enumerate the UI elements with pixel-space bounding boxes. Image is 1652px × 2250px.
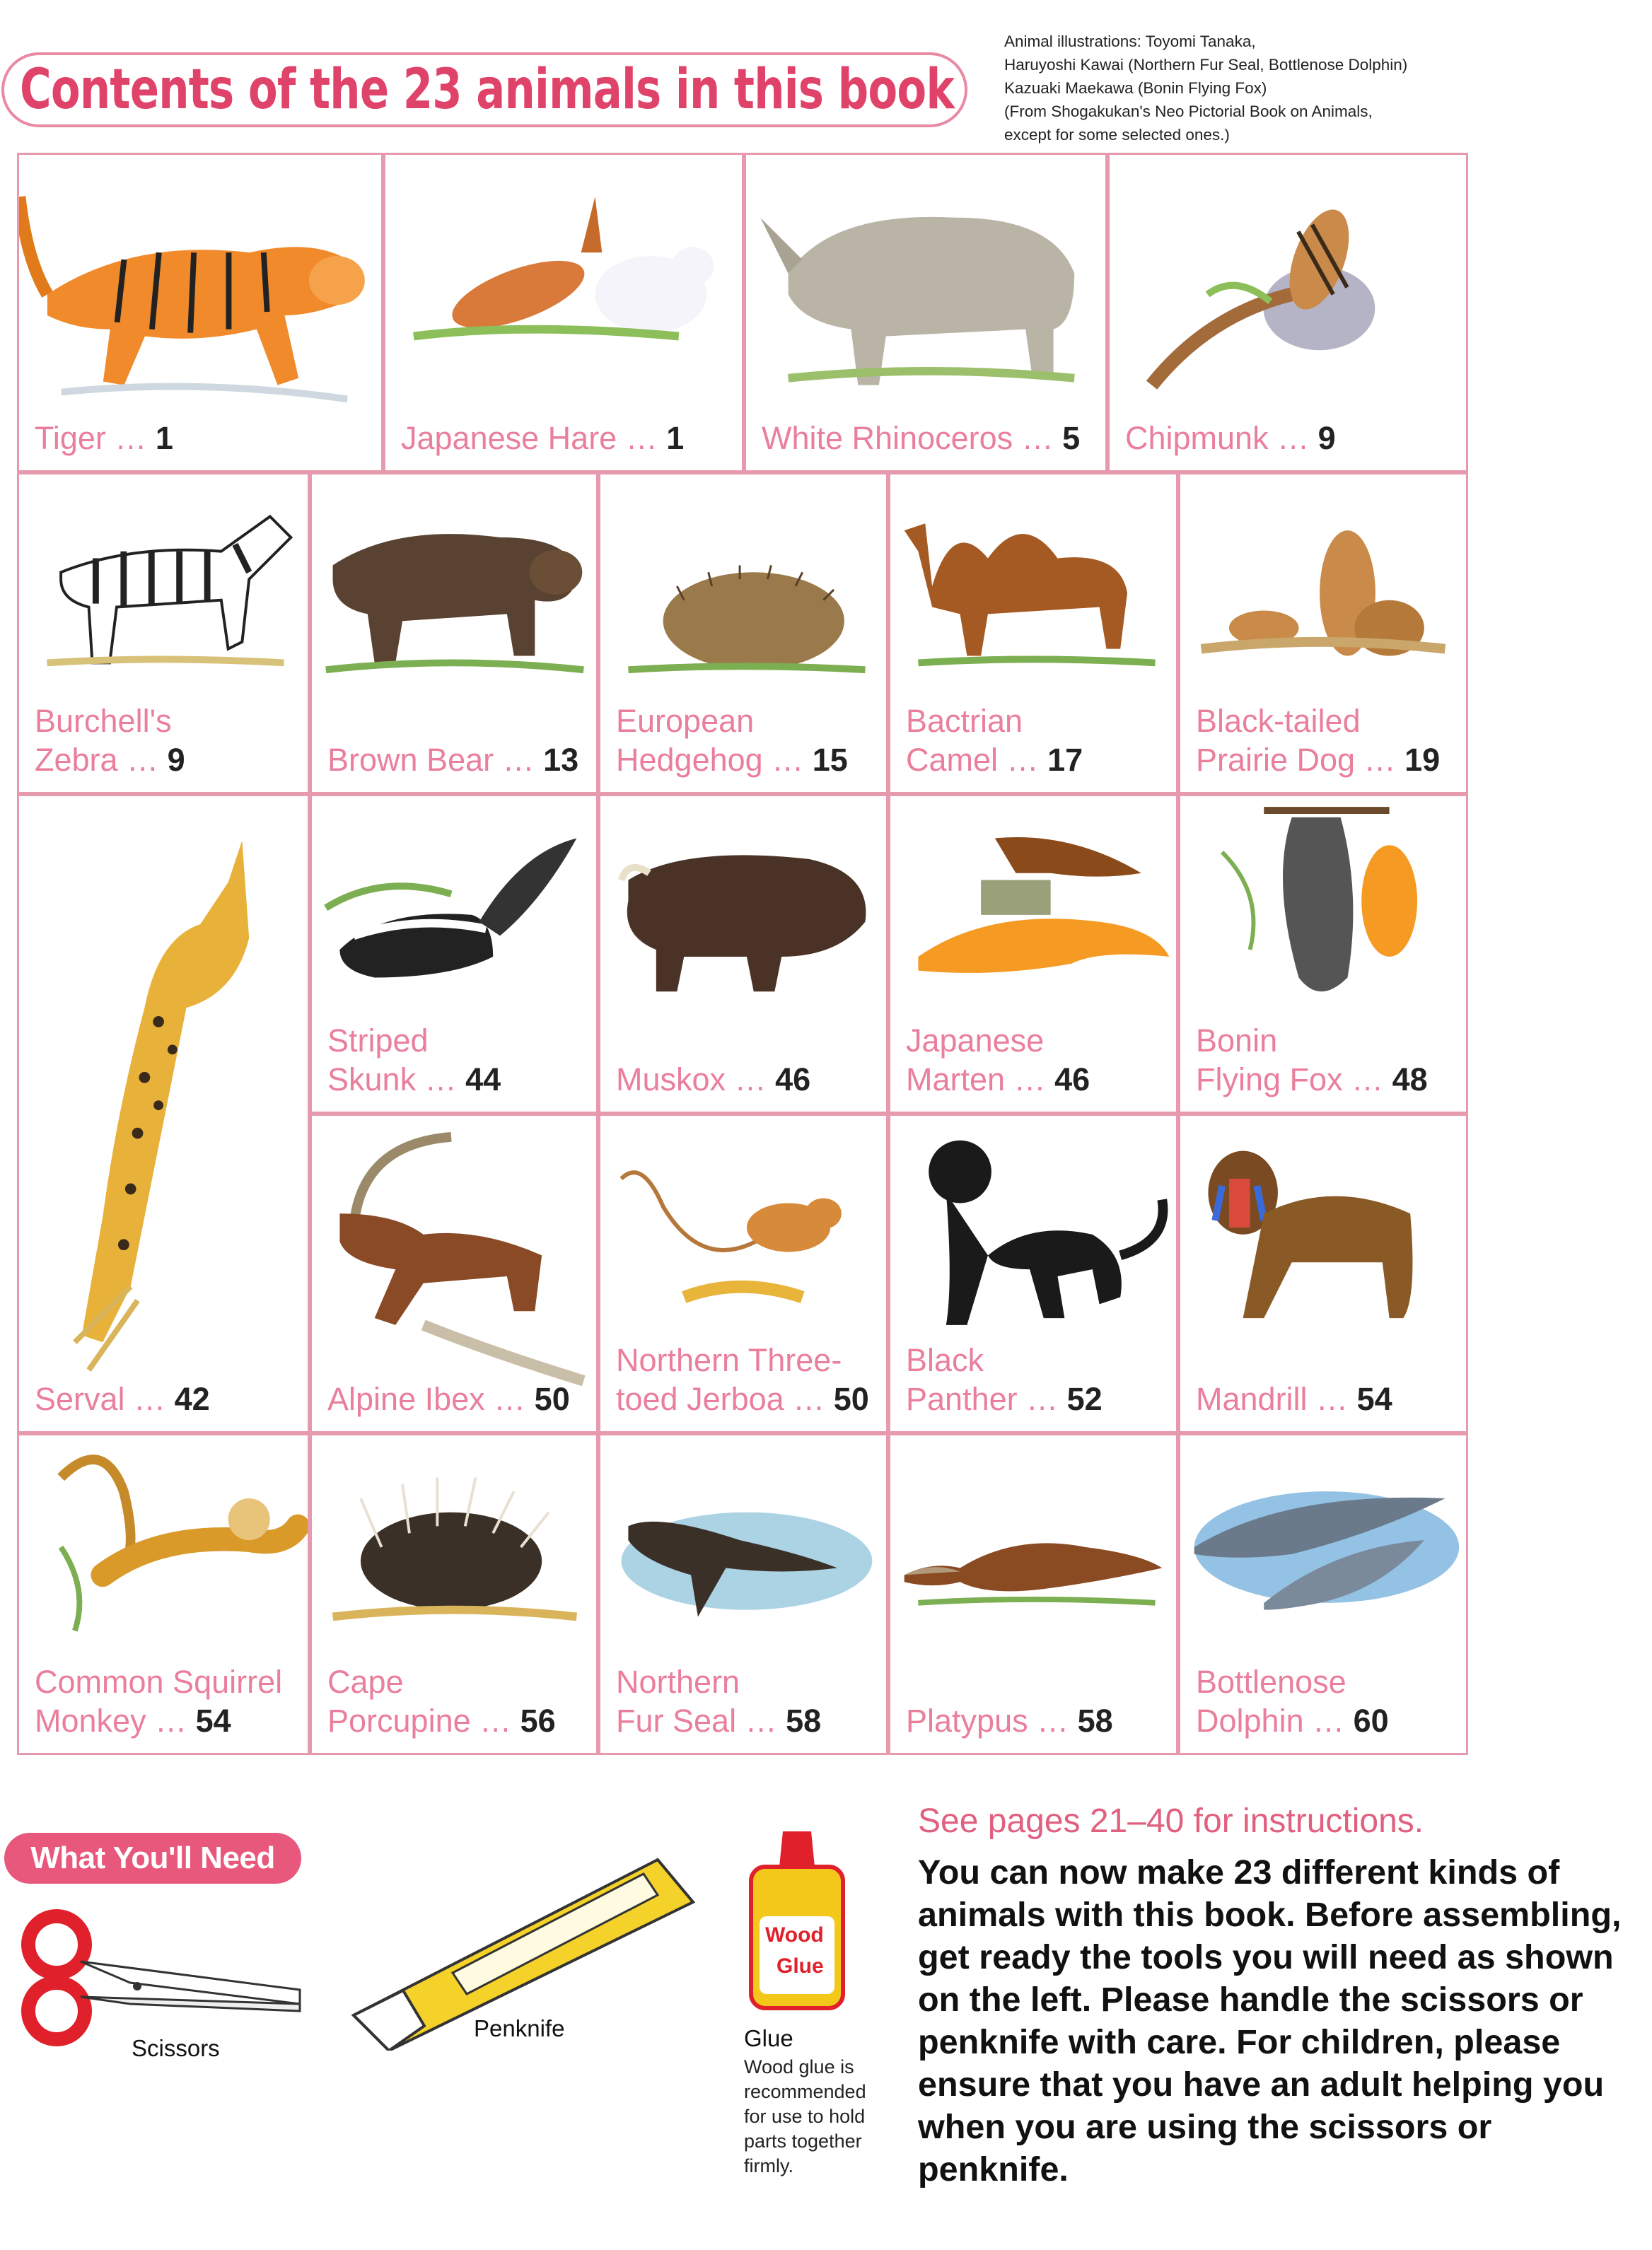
page-number: 9 (167, 742, 185, 778)
animal-label: Mandrill … 54 (1196, 1381, 1392, 1417)
animal-cell-alpine-ibex[interactable] (310, 1114, 598, 1433)
credit-line: Haruyoshi Kawai (Northern Fur Seal, Bottlenose Dolphin) (1004, 56, 1408, 74)
credit-line: (From Shogakukan's Neo Pictorial Book on Animals, (1004, 103, 1373, 120)
animal-cell-prairie-dog[interactable] (1178, 472, 1468, 794)
animal-cell-european-hedgehog[interactable] (598, 472, 888, 794)
page-number: 56 (520, 1703, 556, 1739)
animal-cell-bottlenose-dolphin[interactable] (1178, 1433, 1468, 1755)
animal-cell-northern-fur-seal[interactable] (598, 1433, 888, 1755)
animal-cell-black-panther[interactable] (888, 1114, 1178, 1433)
animal-label: Chipmunk … 9 (1125, 420, 1336, 456)
page-number: 46 (1054, 1061, 1090, 1097)
credit-line: Animal illustrations: Toyomi Tanaka, (1004, 33, 1256, 50)
serval-illustration (19, 796, 308, 1431)
scissors-label: Scissors (132, 2035, 220, 2061)
page-number: 52 (1066, 1381, 1103, 1417)
page-number: 50 (833, 1381, 869, 1417)
instructions-body: You can now make 23 different kinds of animals with this book. Before assembling, get ready the tools you will need as shown on the left. Please handle the scissors or penknife with care. For children, please ensure that you have an adult helping you when you are using the scissors or penknife. (918, 1853, 1622, 2188)
animal-label: Bonin Flying Fox … 48 (1196, 1022, 1428, 1097)
page-number: 19 (1404, 742, 1441, 778)
animal-cell-cape-porcupine[interactable] (310, 1433, 598, 1755)
page-title: Contents of the 23 animals in this book (20, 58, 955, 122)
animal-cell-serval[interactable] (17, 794, 310, 1433)
glue-bottle-text-bottom: Glue (776, 1954, 824, 1978)
animal-cell-brown-bear[interactable] (310, 472, 598, 794)
animal-cell-jerboa[interactable] (598, 1114, 888, 1433)
animal-cell-japanese-hare[interactable] (383, 153, 744, 472)
animal-label: Alpine Ibex … 50 (327, 1381, 570, 1417)
page-number: 50 (534, 1381, 570, 1417)
page-number: 54 (195, 1703, 231, 1739)
animal-label: Platypus … 58 (906, 1703, 1113, 1739)
page-number: 60 (1353, 1703, 1389, 1739)
glue-label: Glue (744, 2025, 793, 2051)
animal-cell-white-rhinoceros[interactable] (744, 153, 1107, 472)
page-number: 17 (1047, 742, 1083, 778)
page-number: 13 (543, 742, 579, 778)
animal-label: Tiger … 1 (35, 420, 173, 456)
page-number: 58 (786, 1703, 822, 1739)
animal-label: Cape Porcupine … 56 (327, 1664, 556, 1739)
animal-label: Northern Three- toed Jerboa … 50 (616, 1342, 869, 1417)
animal-label: Bottlenose Dolphin … 60 (1196, 1664, 1389, 1739)
animal-label: Brown Bear … 13 (327, 742, 579, 778)
page-number: 44 (465, 1061, 501, 1097)
animal-cell-platypus[interactable] (888, 1433, 1178, 1755)
animal-cell-tiger[interactable] (17, 153, 383, 472)
animal-label: Japanese Hare … 1 (401, 420, 685, 456)
animal-cell-chipmunk[interactable] (1107, 153, 1468, 472)
credit-line: Kazuaki Maekawa (Bonin Flying Fox) (1004, 79, 1267, 97)
page-number: 9 (1317, 420, 1336, 456)
animal-label: Serval … 42 (35, 1381, 210, 1417)
illustration-credits (1004, 30, 1542, 146)
animal-cell-muskox[interactable] (598, 794, 888, 1114)
animal-cell-bactrian-camel[interactable] (888, 472, 1178, 794)
page-number: 46 (775, 1061, 811, 1097)
page-number: 1 (155, 420, 173, 456)
page-number: 54 (1356, 1381, 1392, 1417)
page-number: 15 (812, 742, 848, 778)
scissors-icon (17, 1905, 307, 2053)
animal-label: Northern Fur Seal … 58 (616, 1664, 822, 1739)
page-number: 58 (1077, 1703, 1113, 1739)
animal-cell-japanese-marten[interactable] (888, 794, 1178, 1114)
animal-label: Black Panther … 52 (906, 1342, 1103, 1417)
animal-label: Striped Skunk … 44 (327, 1022, 501, 1097)
glue-bottle-text-top: Wood (765, 1923, 824, 1947)
animal-cell-striped-skunk[interactable] (310, 794, 598, 1114)
page-number: 42 (174, 1381, 210, 1417)
page-number: 1 (666, 420, 685, 456)
animal-label: Japanese Marten … 46 (906, 1022, 1090, 1097)
what-youll-need-header: What You'll Need (4, 1833, 301, 1884)
page-number: 48 (1392, 1061, 1428, 1097)
animal-label: Burchell's Zebra … 9 (35, 703, 185, 778)
glue-description: Wood glue is recommended for use to hold parts together firmly. (744, 2056, 866, 2176)
penknife-label: Penknife (474, 2015, 565, 2041)
animal-label: Common Squirrel Monkey … 54 (35, 1664, 283, 1739)
animal-cell-squirrel-monkey[interactable] (17, 1433, 310, 1755)
credit-line: except for some selected ones.) (1004, 126, 1230, 144)
animal-label: Bactrian Camel … 17 (906, 703, 1083, 778)
instructions-heading: See pages 21–40 for instructions. (918, 1802, 1424, 1840)
animal-label: White Rhinoceros … 5 (762, 420, 1081, 456)
animal-grid (17, 153, 1485, 1766)
title-banner (1, 52, 967, 127)
animal-cell-mandrill[interactable] (1178, 1114, 1468, 1433)
page-number: 5 (1062, 420, 1081, 456)
animal-label: Black-tailed Prairie Dog … 19 (1196, 703, 1441, 778)
animal-cell-bonin-flying-fox[interactable] (1178, 794, 1468, 1114)
animal-cell-burchells-zebra[interactable] (17, 472, 310, 794)
animal-label: European Hedgehog … 15 (616, 703, 848, 778)
animal-label: Muskox … 46 (616, 1061, 811, 1097)
